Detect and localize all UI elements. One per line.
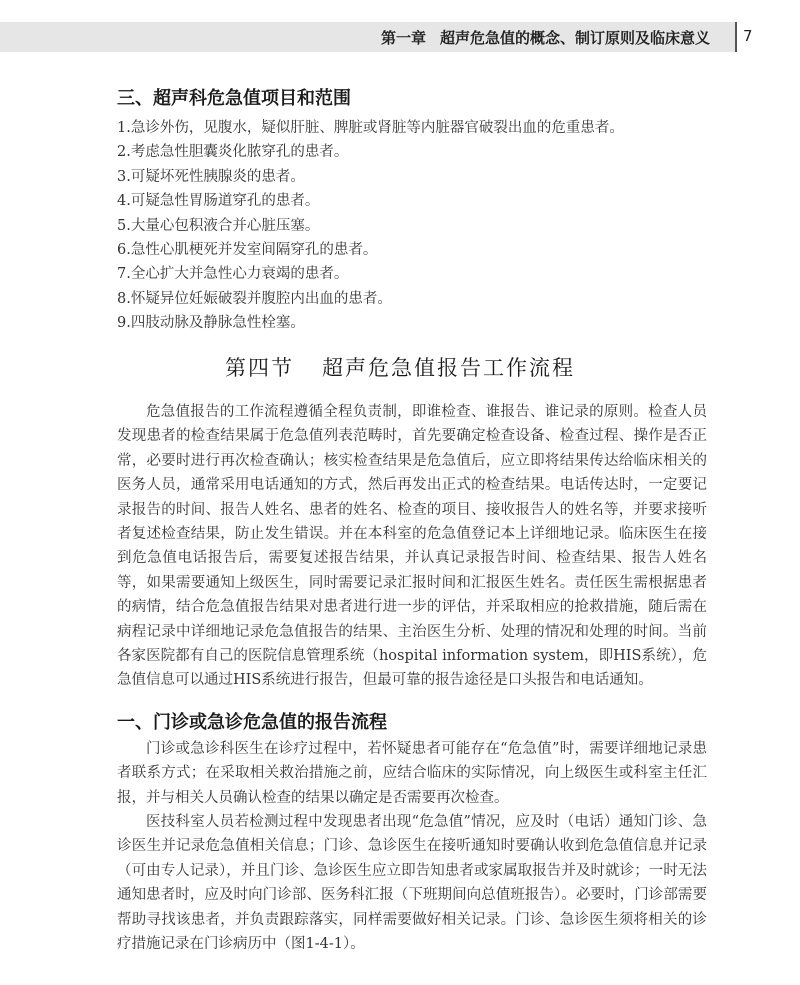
subsection1-paragraph-1: 门诊或急诊科医生在诊疗过程中，若怀疑患者可能存在“危急值”时，需要详细地记录患者联系方式；在采取相关救治措施之前，应结合临床的实际情况，向上级医生或科室主任汇报，并与相关人员确认检查的结果以确定是否需要再次检查。	[117, 741, 707, 806]
list-item: 9.四肢动脉及静脉急性栓塞。	[117, 315, 305, 332]
header-divider	[735, 22, 737, 52]
list-item: 6.急性心肌梗死并发室间隔穿孔的患者。	[117, 241, 378, 258]
list-item: 3.可疑坏死性胰腺炎的患者。	[117, 168, 305, 185]
list-item: 1.急诊外伤，见腹水，疑似肝脏、脾脏或肾脏等内脏器官破裂出血的危重患者。	[117, 120, 624, 136]
section4-number: 第四节	[225, 356, 294, 380]
list-item: 7.全心扩大并急性心力衰竭的患者。	[117, 266, 349, 283]
section4-title-text: 超声危急值报告工作流程	[322, 356, 575, 380]
section3-heading: 三、超声科危急值项目和范围	[117, 88, 351, 109]
subsection1-paragraph-2: 医技科室人员若检测过程中发现患者出现“危急值”情况，应及时（电话）通知门诊、急诊医生并记录危急值相关信息；门诊、急诊医生在接听通知时要确认收到危急值信息并记录（可由专人记录），并且门诊、急诊医生应立即告知患者或家属取报告并及时就诊；一时无法通知患者时，应及时向门诊部、医务科汇报（下班期间向总值班报告）。必要时，门诊部需要帮助寻找该患者，并负责跟踪落实，同样需要做好相关记录。门诊、急诊医生须将相关的诊疗措施记录在门诊病历中（图1-4-1）。	[117, 814, 707, 953]
list-item: 5.大量心包积液合并心脏压塞。	[117, 217, 320, 234]
chapter-label: 第一章	[380, 29, 426, 47]
subsection1-heading: 一、门诊或急诊危急值的报告流程	[117, 712, 387, 733]
page-number: 7	[743, 27, 753, 45]
section4-title	[0, 352, 800, 382]
chapter-title: 超声危急值的概念、制订原则及临床意义	[439, 29, 710, 47]
section4-intro-paragraph: 危急值报告的工作流程遵循全程负责制，即谁检查、谁报告、谁记录的原则。检查人员发现患者的检查结果属于危急值列表范畴时，首先要确定检查设备、检查过程、操作是否正常，必要时进行再次检查确认；核实检查结果是危急值后，应立即将结果传达给临床相关的医务人员，通常采用电话通知的方式，然后再发出正式的检查结果。电话传达时，一定要记录报告的时间、报告人姓名、患者的姓名、检查的项目、接收报告人的姓名等，并要求接听者复述检查结果，防止发生错误。并在本科室的危急值登记本上详细地记录。临床医生在接到危急值电话报告后，需要复述报告结果，并认真记录报告时间、检查结果、报告人姓名等，如果需要通知上级医生，同时需要记录汇报时间和汇报医生姓名。责任医生需根据患者的病情，结合危急值报告结果对患者进行进一步的评估，并采取相应的抢救措施，随后需在病程记录中详细地记录危急值报告的结果、主治医生分析、处理的情况和处理的时间。当前各家医院都有自己的医院信息管理系统（hospital information system，即HIS系统），危急值信息可以通过HIS系统进行报告，但最可靠的报告途径是口头报告和电话通知。	[117, 404, 707, 689]
page-header	[0, 0, 800, 52]
critical-value-list	[117, 116, 624, 336]
list-item: 2.考虑急性胆囊炎化脓穿孔的患者。	[117, 144, 349, 161]
running-title	[381, 27, 710, 48]
list-item: 8.怀疑异位妊娠破裂并腹腔内出血的患者。	[117, 290, 392, 307]
list-item: 4.可疑急性胃肠道穿孔的患者。	[117, 193, 320, 210]
